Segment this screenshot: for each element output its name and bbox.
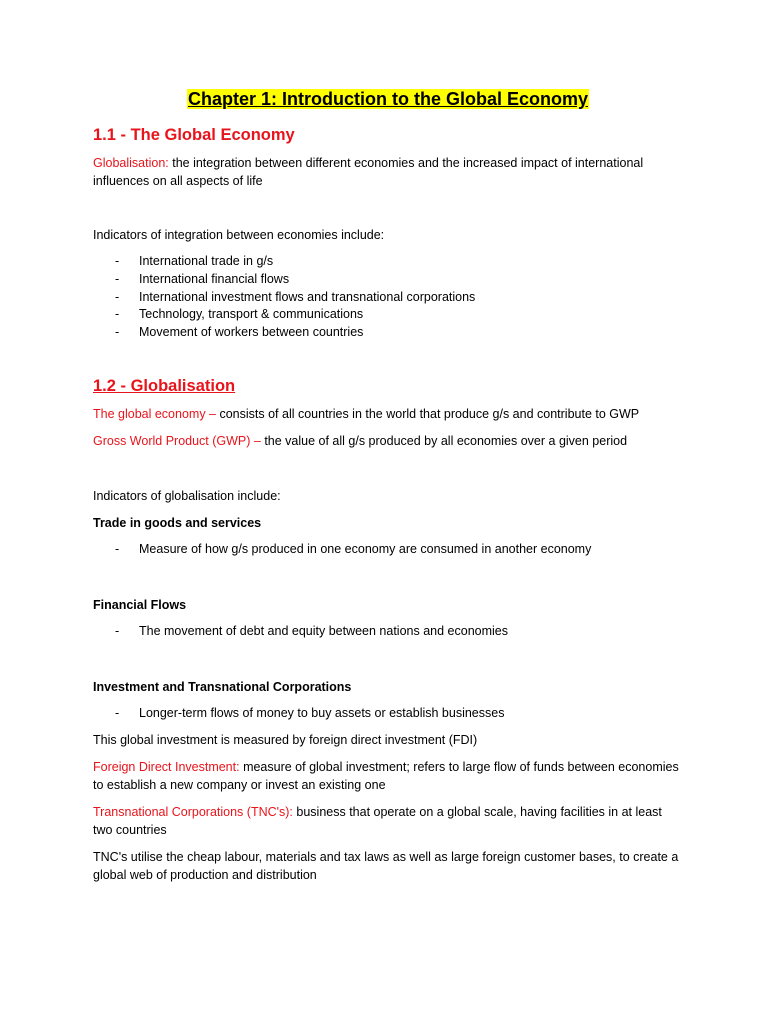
trade-heading: Trade in goods and services [93, 515, 262, 530]
investment-list [93, 705, 683, 723]
chapter-title [93, 86, 683, 112]
list-dash: - [115, 271, 120, 286]
tnc-definition-text: business that operate on a global scale, having facilities in at least two countries [93, 805, 662, 838]
list-dash: - [115, 541, 120, 556]
list-item [93, 324, 683, 342]
financial-flows-list [93, 623, 683, 641]
list-dash: - [115, 289, 120, 304]
fdi-definition [93, 758, 683, 794]
globalisation-indicators-intro: Indicators of globalisation include: [93, 488, 281, 503]
global-economy-term: The global economy – [93, 406, 216, 421]
fdi-definition-text: measure of global investment; refers to large flow of funds between economies to establish a new company or invest an existing one [93, 760, 679, 793]
tnc-definition [93, 803, 683, 839]
list-item-text: International financial flows [139, 271, 290, 286]
gwp-definition [93, 432, 683, 450]
gwp-definition-text: the value of all g/s produced by all economies over a given period [260, 433, 628, 448]
list-dash: - [115, 325, 120, 340]
section-2-heading: 1.2 - Globalisation [93, 376, 236, 395]
globalisation-definition-text: the integration between different economies and the increased impact of international influences on all aspects of life [93, 156, 644, 188]
integration-indicators-intro: Indicators of integration between economies include: [93, 228, 385, 242]
section-1-heading: 1.1 - The Global Economy [93, 126, 295, 144]
trade-list [93, 541, 683, 559]
list-dash: - [115, 705, 120, 720]
list-item-text: International investment flows and transnational corporations [139, 289, 476, 304]
chapter-title-text: Chapter 1: Introduction to the Global Economy [187, 89, 588, 109]
list-item-text: Technology, transport & communications [139, 307, 364, 322]
list-item-text: Measure of how g/s produced in one economy are consumed in another economy [139, 541, 592, 556]
list-item-text: Longer-term flows of money to buy assets or establish businesses [139, 705, 505, 720]
list-item [93, 253, 683, 271]
list-item-text: International trade in g/s [139, 254, 274, 268]
gwp-term: Gross World Product (GWP) – [93, 433, 261, 448]
integration-indicators-list [93, 253, 683, 342]
list-dash: - [115, 307, 120, 322]
investment-heading: Investment and Transnational Corporations [93, 679, 352, 694]
global-economy-definition [93, 405, 683, 423]
list-item [93, 306, 683, 324]
global-economy-definition-text: consists of all countries in the world that produce g/s and contribute to GWP [216, 406, 640, 421]
tnc-term: Transnational Corporations (TNC's): [93, 805, 293, 820]
tnc-sentence: TNC's utilise the cheap labour, materials and tax laws as well as large foreign customer bases, to create a global web of production and distribution [93, 850, 679, 883]
list-dash: - [115, 254, 120, 268]
list-item [93, 705, 683, 723]
list-item-text: Movement of workers between countries [139, 325, 364, 340]
list-item [93, 271, 683, 289]
globalisation-term: Globalisation: [93, 156, 169, 170]
list-dash: - [115, 623, 120, 638]
fdi-term: Foreign Direct Investment: [93, 760, 240, 775]
document-body [93, 86, 683, 884]
list-item [93, 289, 683, 307]
list-item [93, 623, 683, 641]
list-item-text: The movement of debt and equity between nations and economies [139, 623, 508, 638]
globalisation-definition [93, 154, 683, 190]
list-item [93, 541, 683, 559]
fdi-sentence: This global investment is measured by foreign direct investment (FDI) [93, 733, 478, 748]
financial-flows-heading: Financial Flows [93, 597, 187, 612]
